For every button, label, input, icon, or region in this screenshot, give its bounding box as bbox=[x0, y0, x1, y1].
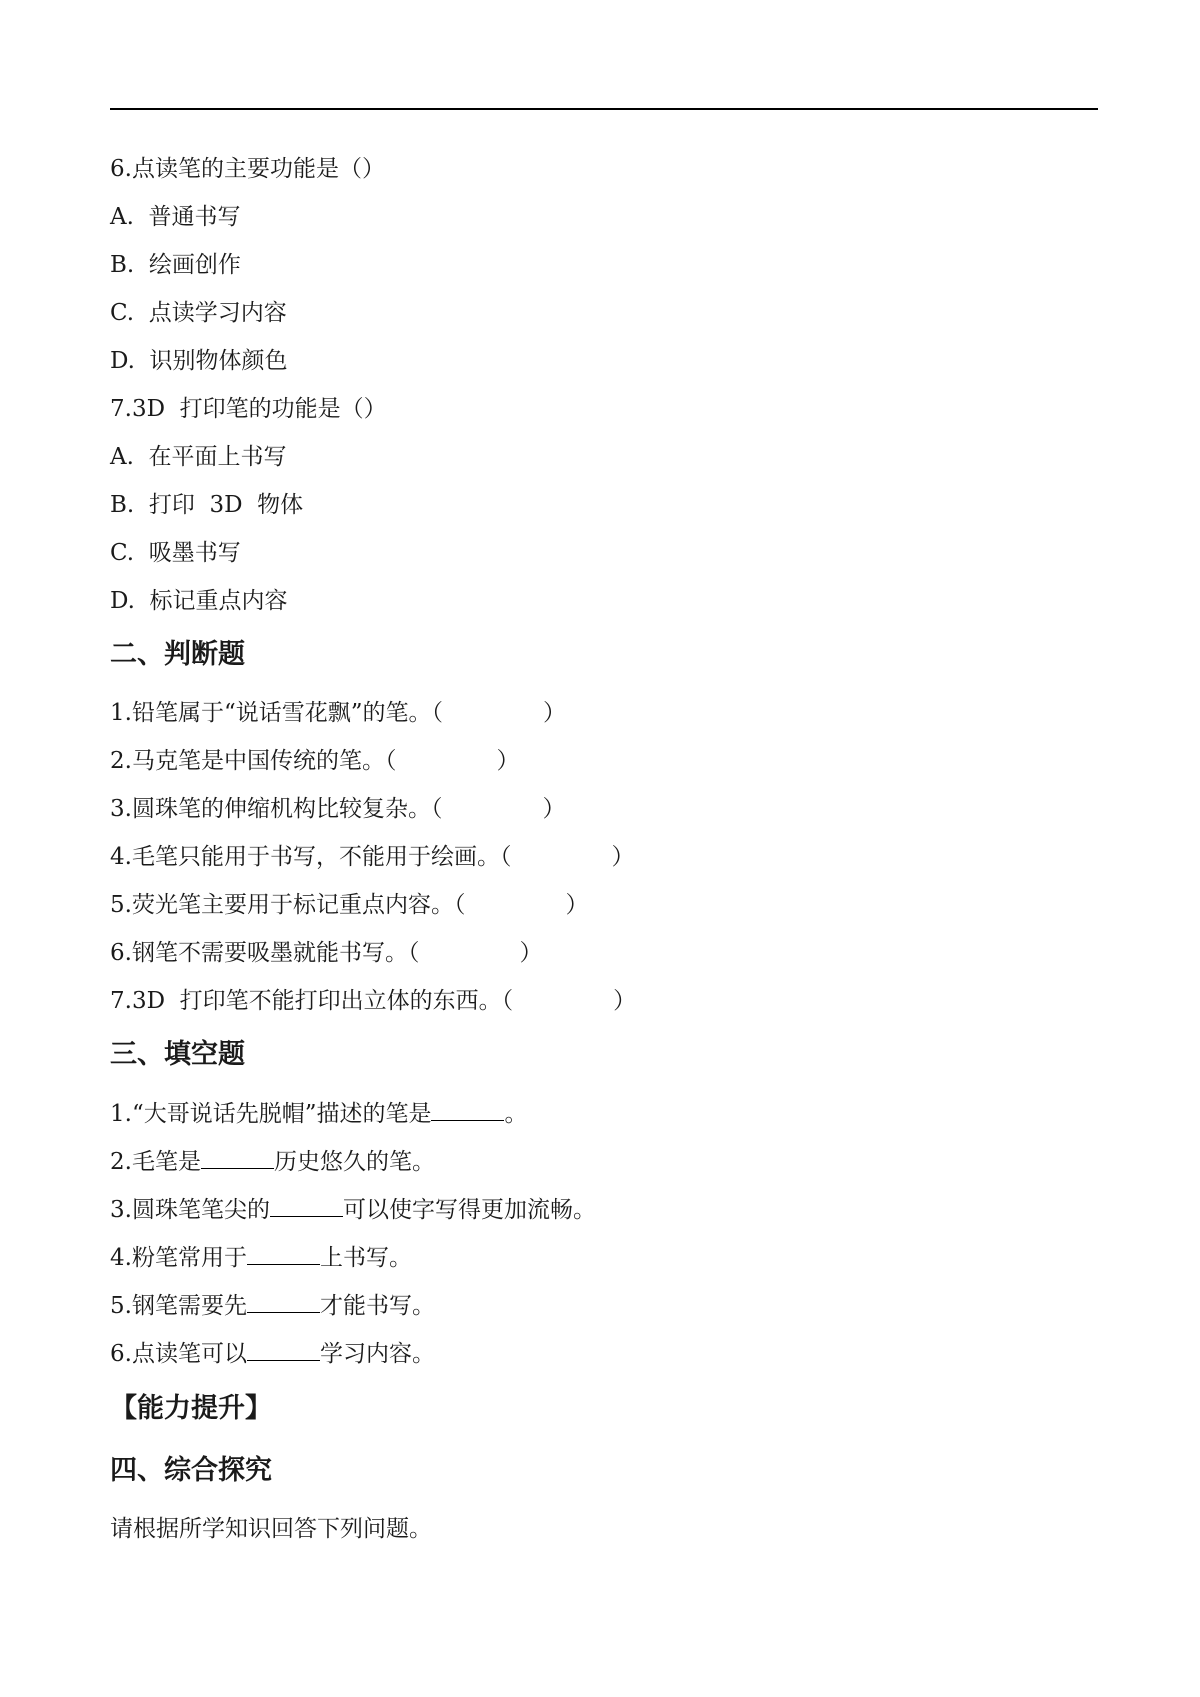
question-7-option-d: D. 标记重点内容 bbox=[110, 588, 288, 614]
judge-item-text: 7.3D 打印笔不能打印出立体的东西。（ bbox=[110, 988, 514, 1014]
question-6-stem: 6.点读笔的主要功能是（） bbox=[110, 156, 385, 182]
answer-blank[interactable] bbox=[247, 1290, 320, 1313]
section-heading-fill: 三、填空题 bbox=[110, 1039, 245, 1070]
answer-blank[interactable] bbox=[431, 1098, 504, 1121]
judge-item-close: ） bbox=[542, 796, 566, 822]
fill-item-2 bbox=[110, 1146, 435, 1177]
fill-item-4 bbox=[110, 1242, 412, 1273]
judge-item-3 bbox=[110, 794, 565, 824]
fill-item-5 bbox=[110, 1290, 435, 1321]
answer-blank[interactable] bbox=[247, 1242, 320, 1265]
section-heading-ability: 【能力提升】 bbox=[110, 1393, 272, 1424]
fill-item-1 bbox=[110, 1098, 527, 1129]
fill-item-after: 学习内容。 bbox=[319, 1341, 435, 1367]
fill-item-after: 。 bbox=[504, 1101, 528, 1127]
fill-item-before: 2.毛笔是 bbox=[110, 1149, 201, 1175]
judge-item-close: ） bbox=[611, 844, 635, 870]
fill-item-before: 5.钢笔需要先 bbox=[110, 1293, 247, 1319]
section-heading-comprehensive: 四、综合探究 bbox=[110, 1455, 272, 1486]
fill-item-before: 1.“大哥说话先脱帽”描述的笔是 bbox=[110, 1101, 432, 1127]
question-6-option-b: B. 绘画创作 bbox=[110, 252, 241, 278]
judge-item-close: ） bbox=[519, 940, 543, 966]
fill-item-after: 历史悠久的笔。 bbox=[273, 1149, 435, 1175]
comprehensive-intro: 请根据所学知识回答下列问题。 bbox=[110, 1516, 432, 1542]
judge-item-4 bbox=[110, 842, 634, 872]
judge-item-7 bbox=[110, 986, 636, 1016]
question-7-stem: 7.3D 打印笔的功能是（） bbox=[110, 396, 387, 422]
judge-item-close: ） bbox=[542, 700, 566, 726]
judge-item-5 bbox=[110, 890, 588, 920]
section-heading-judge: 二、判断题 bbox=[110, 639, 245, 670]
judge-item-text: 6.钢笔不需要吸墨就能书写。（ bbox=[110, 940, 420, 966]
question-6-option-a: A. 普通书写 bbox=[110, 204, 241, 230]
question-7-option-a: A. 在平面上书写 bbox=[110, 444, 287, 470]
judge-item-1 bbox=[110, 698, 566, 728]
judge-item-text: 3.圆珠笔的伸缩机构比较复杂。（ bbox=[110, 796, 443, 822]
fill-item-before: 4.粉笔常用于 bbox=[110, 1245, 247, 1271]
question-6-option-c: C. 点读学习内容 bbox=[110, 300, 287, 326]
answer-blank[interactable] bbox=[247, 1338, 320, 1361]
judge-item-6 bbox=[110, 938, 542, 968]
header-rule bbox=[110, 108, 1098, 110]
judge-item-close: ） bbox=[496, 748, 520, 774]
question-7-option-c: C. 吸墨书写 bbox=[110, 540, 241, 566]
judge-item-text: 1.铅笔属于“说话雪花飘”的笔。（ bbox=[110, 700, 443, 726]
question-6-option-d: D. 识别物体颜色 bbox=[110, 348, 288, 374]
judge-item-text: 2.马克笔是中国传统的笔。（ bbox=[110, 748, 397, 774]
fill-item-3 bbox=[110, 1194, 596, 1225]
fill-item-after: 可以使字写得更加流畅。 bbox=[342, 1197, 596, 1223]
judge-item-2 bbox=[110, 746, 519, 776]
judge-item-text: 5.荧光笔主要用于标记重点内容。（ bbox=[110, 892, 466, 918]
judge-item-close: ） bbox=[565, 892, 589, 918]
fill-item-before: 3.圆珠笔笔尖的 bbox=[110, 1197, 270, 1223]
fill-item-after: 才能书写。 bbox=[319, 1293, 435, 1319]
answer-blank[interactable] bbox=[201, 1146, 274, 1169]
fill-item-before: 6.点读笔可以 bbox=[110, 1341, 247, 1367]
answer-blank[interactable] bbox=[270, 1194, 343, 1217]
judge-item-close: ） bbox=[613, 988, 637, 1014]
fill-item-after: 上书写。 bbox=[319, 1245, 412, 1271]
judge-item-text: 4.毛笔只能用于书写，不能用于绘画。（ bbox=[110, 844, 512, 870]
question-7-option-b: B. 打印 3D 物体 bbox=[110, 492, 304, 518]
fill-item-6 bbox=[110, 1338, 435, 1369]
